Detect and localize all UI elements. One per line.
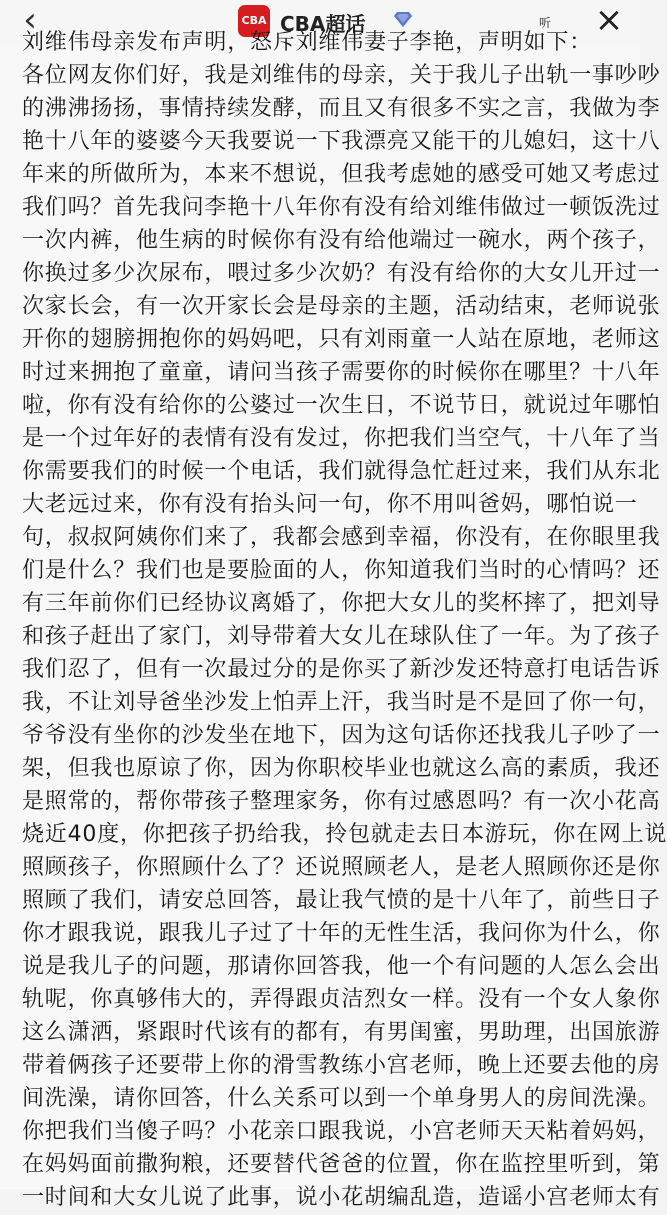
article-line: 的沸沸扬扬，事情持续发酵，而且又有很多不实之言，我做为李 <box>22 96 661 121</box>
article-line: 我们吗？首先我问李艳十八年你有没有给刘维伟做过一顿饭洗过 <box>22 195 661 220</box>
article-line: 你换过多少次尿布，喂过多少次奶？有没有给你的大女儿开过一 <box>22 261 661 286</box>
article-line: 艳十八年的婆婆今天我要说一下我漂亮又能干的儿媳妇，这十八 <box>22 129 661 154</box>
article-body <box>0 30 667 1210</box>
article-line: 带着俩孩子还要带上你的滑雪教练小宫老师，晚上还要去他的房 <box>22 1053 661 1078</box>
article-line: 时过来拥抱了童童，请问当孩子需要你的时候你在哪里？十八年 <box>22 360 661 385</box>
article-line: 你才跟我说，跟我儿子过了十年的无性生活，我问你为什么，你 <box>22 921 661 946</box>
article-line: 你需要我们的时候一个电话，我们就得急忙赶过来，我们从东北 <box>22 459 661 484</box>
diamond-icon <box>394 12 412 27</box>
cba-logo: CBA <box>238 5 270 37</box>
article-line: 这么潇洒，紧跟时代该有的都有，有男闺蜜，男助理，出国旅游 <box>22 1020 661 1045</box>
article-line: 一次内裤，他生病的时候你有没有给他端过一碗水，两个孩子， <box>22 228 661 253</box>
article-line: 烧近40度，你把孩子扔给我，拎包就走去日本游玩，你在网上说 <box>22 822 667 847</box>
article-line: 句，叔叔阿姨你们来了，我都会感到幸福，你没有，在你眼里我 <box>22 525 661 550</box>
article-line: 架，但我也原谅了你，因为你职校毕业也就这么高的素质，我还 <box>22 756 661 781</box>
article-line: 各位网友你们好，我是刘维伟的母亲，关于我儿子出轨一事吵吵 <box>22 63 661 88</box>
article-line: 开你的翅膀拥抱你的妈妈吧，只有刘雨童一人站在原地，老师这 <box>22 327 661 352</box>
article-line: 次家长会，有一次开家长会是母亲的主题，活动结束，老师说张 <box>22 294 661 319</box>
article-line: 刘维伟母亲发布声明，怒斥刘维伟妻子李艳，声明如下： <box>22 30 593 55</box>
article-line: 间洗澡，请你回答，什么关系可以到一个单身男人的房间洗澡。 <box>22 1086 661 1111</box>
article-line: 是一个过年好的表情有没有发过，你把我们当空气，十八年了当 <box>22 426 661 451</box>
article-line: 我，不让刘导爸坐沙发上怕弄上汗，我当时是不是回了你一句， <box>22 690 661 715</box>
article-line: 轨呢，你真够伟大的，弄得跟贞洁烈女一样。没有一个女人象你 <box>22 987 661 1012</box>
article-line: 说是我儿子的问题，那请你回答我，他一个有问题的人怎么会出 <box>22 954 661 979</box>
article-line: 你把我们当傻子吗？小花亲口跟我说，小宫老师天天粘着妈妈， <box>22 1119 661 1144</box>
back-arrow-icon[interactable]: ‹ <box>23 0 37 40</box>
article-line: 是照常的，帮你带孩子整理家务，你有过感恩吗？有一次小花高 <box>22 789 661 814</box>
listen-label: 听 <box>538 16 551 30</box>
article-line: 有三年前你们已经协议离婚了，你把大女儿的奖杯摔了，把刘导 <box>22 591 661 616</box>
article-line: 我们忍了，但有一次最过分的是你买了新沙发还特意打电话告诉 <box>22 657 661 682</box>
close-icon[interactable]: × <box>594 0 624 40</box>
article-line: 在妈妈面前撒狗粮，还要替代爸爸的位置，你在监控里听到，第 <box>22 1152 661 1177</box>
article-line: 啦，你有没有给你的公婆过一次生日，不说节日，就说过年哪怕 <box>22 393 661 418</box>
article-line: 大老远过来，你有没有抬头问一句，你不用叫爸妈，哪怕说一 <box>22 492 638 517</box>
article-line: 照顾了我们，请安总回答，最让我气愤的是十八年了，前些日子 <box>22 888 661 913</box>
article-line: 爷爷没有坐你的沙发坐在地下，因为这句话你还找我儿子吵了一 <box>22 723 661 748</box>
article-line: 们是什么？我们也是要脸面的人，你知道我们当时的心情吗？还 <box>22 558 661 583</box>
article-line: 一时间和大女儿说了此事，说小花胡编乱造，造谣小宫老师太有 <box>22 1185 661 1210</box>
article-line: 年来的所做所为，本来不想说，但我考虑她的感受可她又考虑过 <box>22 162 661 187</box>
article-line: 照顾孩子，你照顾什么了？还说照顾老人，是老人照顾你还是你 <box>22 855 661 880</box>
page-title: CBA超话 <box>280 12 366 36</box>
article-line: 和孩子赶出了家门，刘导带着大女儿在球队住了一年。为了孩子 <box>22 624 661 649</box>
